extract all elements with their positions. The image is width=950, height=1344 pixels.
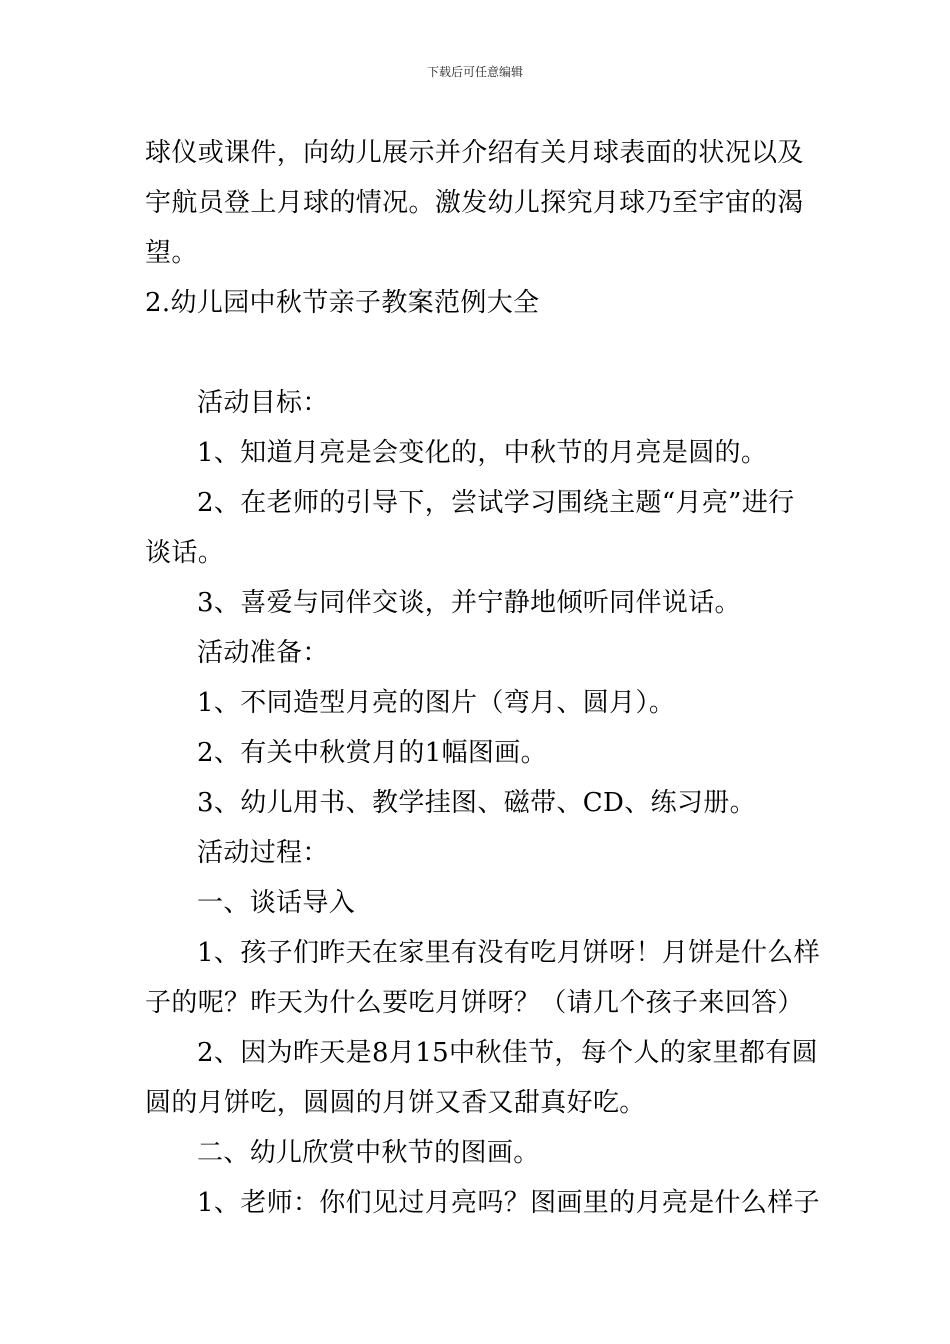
document-body	[145, 128, 820, 1228]
text-line: 2、有关中秋赏月的1幅图画。	[197, 738, 547, 768]
text-line: 2、因为昨天是8月15中秋佳节，每个人的家里都有圆	[197, 1038, 818, 1068]
text-line: 一、谈话导入	[197, 888, 356, 918]
text-line: 3、喜爱与同伴交谈，并宁静地倾听同伴说话。	[197, 588, 741, 618]
text-line: 3、幼儿用书、教学挂图、磁带、CD、练习册。	[197, 788, 756, 818]
text-line: 1、知道月亮是会变化的，中秋节的月亮是圆的。	[197, 438, 768, 468]
text-line: 宇航员登上月球的情况。激发幼儿探究月球乃至宇宙的渴	[145, 188, 804, 218]
page-header: 下载后可任意编辑	[426, 65, 523, 79]
subheading-activity-process: 活动过程：	[197, 838, 329, 868]
text-line: 圆的月饼吃，圆圆的月饼又香又甜真好吃。	[145, 1088, 646, 1118]
text-line: 子的呢？昨天为什么要吃月饼呀？（请几个孩子来回答）	[145, 988, 804, 1018]
text-line: 2、在老师的引导下，尝试学习围绕主题“月亮”进行	[197, 488, 795, 518]
subheading-activity-goals: 活动目标：	[197, 388, 329, 418]
paragraph-gap	[145, 328, 810, 378]
text-line: 二、幼儿欣赏中秋节的图画。	[197, 1138, 540, 1168]
section-heading: 2.幼儿园中秋节亲子教案范例大全	[145, 288, 540, 318]
text-line: 1、老师：你们见过月亮吗？图画里的月亮是什么样子	[197, 1188, 820, 1218]
text-line: 1、孩子们昨天在家里有没有吃月饼呀！月饼是什么样	[197, 938, 820, 968]
text-line: 谈话。	[145, 538, 225, 568]
text-line: 球仪或课件，向幼儿展示并介绍有关月球表面的状况以及	[145, 138, 804, 168]
subheading-activity-preparation: 活动准备：	[197, 638, 329, 668]
text-line: 1、不同造型月亮的图片（弯月、圆月）。	[197, 688, 676, 718]
text-line: 望。	[145, 238, 198, 268]
